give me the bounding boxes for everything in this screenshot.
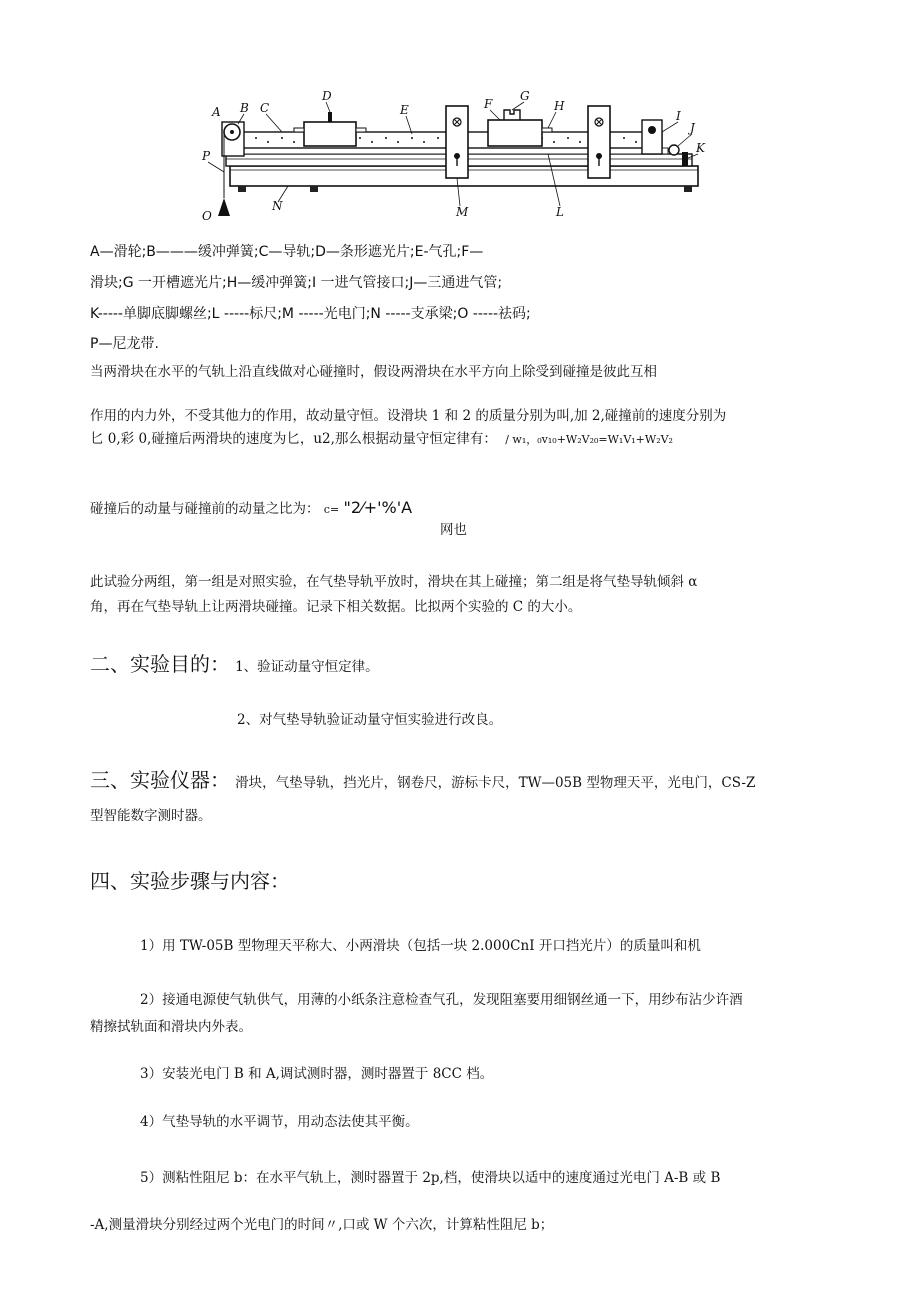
section-instruments [90,764,755,793]
label-a: A [212,105,221,119]
paragraph-2: 作用的内力外，不受其他力的作用，故动量守恒。设滑块 1 和 2 的质量分别为叫,加 2,碰撞前的速度分别为 [90,408,727,424]
label-h: H [554,99,565,113]
instruments-line-2: 型智能数字测时器。 [90,808,212,824]
label-p: P [202,149,211,163]
section-purpose-title: 二、实验目的： [90,652,230,676]
label-g: G [520,89,530,103]
slider-left [304,122,356,146]
label-e: E [400,103,409,117]
ratio-formula: "2⁄+'%'A [343,498,413,517]
paragraph-3 [90,427,673,447]
slotted-shutter [504,110,520,120]
label-j: J [690,121,695,135]
section-instruments-title: 三、实验仪器： [90,768,230,792]
paragraph-4 [90,497,412,517]
beam-foot-left [238,186,246,192]
label-b: B [240,101,249,115]
step-3: 3）安装光电门 B 和 A,调试测时器，测时器置于 8CC 档。 [140,1066,494,1082]
paragraph-3-text: 匕 0,彩 0,碰撞后两滑块的速度为匕，u2,那么根据动量守恒定律有： [90,431,497,447]
paragraph-5: 此试验分两组，第一组是对照实验，在气垫导轨平放时，滑块在其上碰撞；第二组是将气垫导轨倾斜 α [90,574,698,590]
paragraph-4-text: 碰撞后的动量与碰撞前的动量之比为： [90,501,320,517]
momentum-formula: / w₁，₀v₁₀+W₂V₂₀=W₁V₁+W₂V₂ [505,433,673,446]
weight [218,198,230,216]
step-2-line-1: 2）接通电源使气轨供气，用薄的小纸条注意检查气孔，发现阻塞要用细钢丝通一下，用纱布沾少许酒 [140,992,743,1008]
air-inlet [642,120,662,154]
step-5-line-2: -A,测量滑块分别经过两个光电门的时间〃,口或 W 个六次，计算粘性阻尼 b； [90,1217,554,1233]
step-2-line-2: 精擦拭轨面和滑块内外表。 [90,1019,252,1035]
label-o: O [202,209,212,223]
ratio-c-label: c= [323,503,340,516]
step-4: 4）气垫导轨的水平调节，用动态法使其平衡。 [140,1114,419,1130]
air-track-diagram [198,80,708,238]
paragraph-6: 角，再在气垫导轨上让两滑块碰撞。记录下相关数据。比拟两个实验的 C 的大小。 [90,599,582,615]
instruments-line-1: 滑块，气垫导轨，挡光片，钢卷尺，游标卡尺，TW—05B 型物理天平，光电门，CS-Z [235,775,756,791]
purpose-item-2: 2、对气垫导轨验证动量守恒实验进行改良。 [237,712,503,728]
leveling-screw [682,152,688,166]
legend-line-3: K-----单脚底脚螺丝;L -----标尺;M -----光电门;N -----支承梁;O -----祛码; [90,306,531,322]
photogate-right [588,106,610,178]
paragraph-1: 当两滑块在水平的气轨上沿直线做对心碰撞时，假设两滑块在水平方向上除受到碰撞是彼此互相 [90,364,657,380]
slider-right [488,120,542,146]
photogate-left [446,106,468,178]
beam-foot-right [684,186,692,192]
ratio-denominator: 网也 [440,522,467,538]
legend-line-2: 滑块;G 一开槽遮光片;H—缓冲弹簧;I 一进气管接口;J—三通进气管; [90,275,503,291]
legend-line-1: A—滑轮;B———缓冲弹簧;C—导轨;D—条形遮光片;E-气孔;F— [90,244,484,260]
label-d: D [322,89,332,103]
legend-line-4: P—尼龙带. [90,336,159,352]
step-5-line-1: 5）测粘性阻尼 b：在水平气轨上，测时器置于 2p,档，使滑块以适中的速度通过光电门 A-B 或 B [140,1170,721,1186]
beam-foot-mid [310,186,318,192]
label-n: N [272,199,283,213]
section-steps-title: 四、实验步骤与内容： [90,869,290,893]
purpose-item-1: 1、验证动量守恒定律。 [235,659,379,675]
label-i: I [676,109,681,123]
step-1: 1）用 TW-05B 型物理天平称大、小两滑块（包括一块 2.000CnI 开口挡光片）的质量叫和机 [140,938,701,954]
label-f: F [484,97,493,111]
label-l: L [556,205,564,219]
label-c: C [260,101,270,115]
tee-pipe [669,145,679,155]
label-m: M [456,205,469,219]
strip-shutter [328,112,332,122]
section-purpose [90,648,379,677]
label-k: K [696,141,705,155]
